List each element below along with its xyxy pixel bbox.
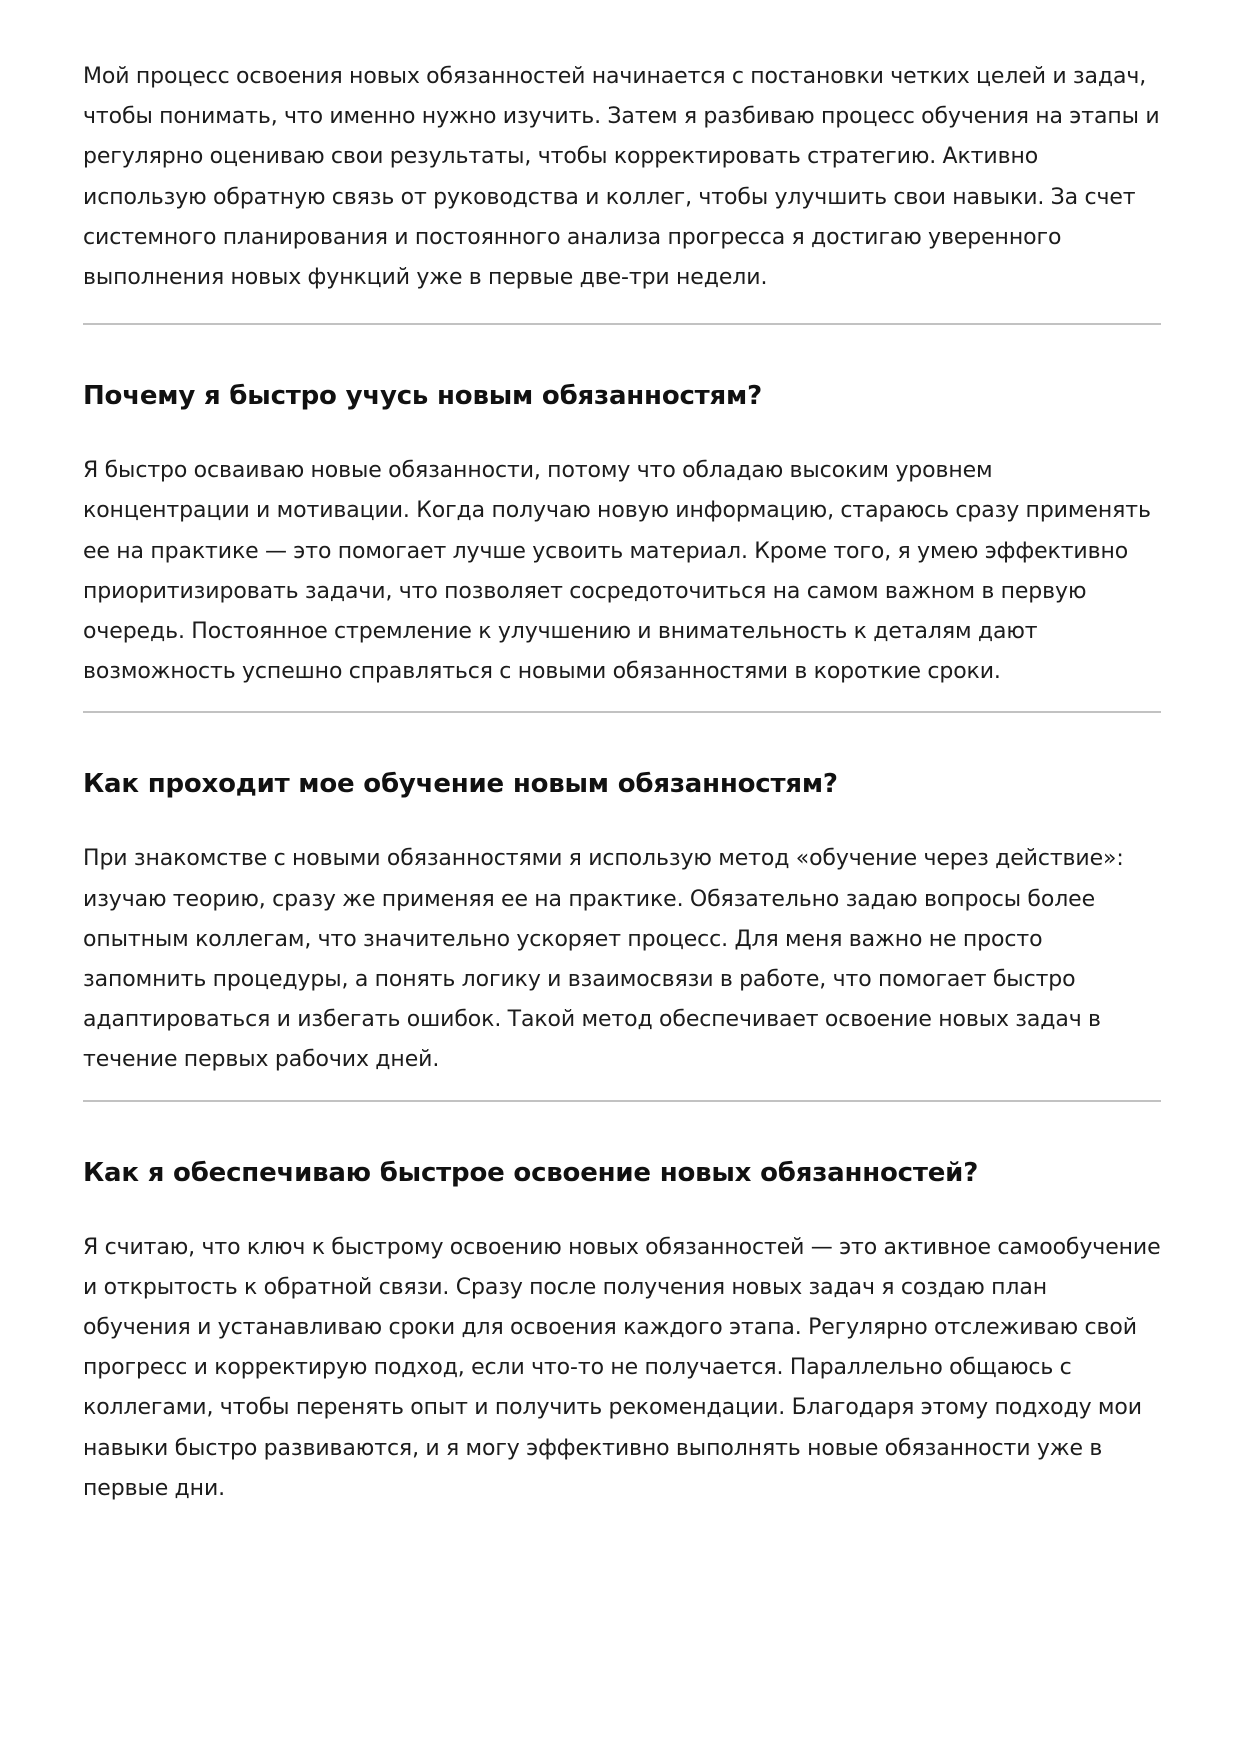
section-heading-fast-learning: Почему я быстро учусь новым обязанностям? [83,381,762,412]
section-divider [83,323,1161,325]
section-paragraph-learning-process: При знакомстве с новыми обязанностями я использую метод «обучение через действие»: изучаю теорию, сразу же применяя ее на практике. Обязательно задаю вопросы более опытным коллегам, что значительно ускоряет процесс. Для меня важно не просто запомнить процедуры, а понять логику и взаимосвязи в работе, что помогает быстро адаптироваться и избегать ошибок. Такой метод обеспечивает освоение новых задач в течение первых рабочих дней. [83,846,1124,1073]
intro-block [83,57,1161,298]
intro-paragraph: Мой процесс освоения новых обязанностей начинается с постановки четких целей и задач, чтобы понимать, что именно нужно изучить. Затем я разбиваю процесс обучения на этапы и регулярно оцениваю свои результаты, чтобы корректировать стратегию. Активно использую обратную связь от руководства и коллег, чтобы улучшить свои навыки. За счет системного планирования и постоянного анализа прогресса я достигаю уверенного выполнения новых функций уже в первые две-три недели. [83,64,1160,291]
section-divider [83,711,1161,713]
section-heading-learning-process: Как проходит мое обучение новым обязанностям? [83,769,838,800]
section-heading-ensuring-mastery: Как я обеспечиваю быстрое освоение новых обязанностей? [83,1157,979,1188]
section-paragraph-ensuring-mastery: Я считаю, что ключ к быстрому освоению новых обязанностей — это активное самообучение и открытость к обратной связи. Сразу после получения новых задач я создаю план обучения и устанавливаю сроки для освоения каждого этапа. Регулярно отслеживаю свой прогресс и корректирую подход, если что-то не получается. Параллельно общаюсь с коллегами, чтобы перенять опыт и получить рекомендации. Благодаря этому подходу мои навыки быстро развиваются, и я могу эффективно выполнять новые обязанности уже в первые дни. [83,1234,1161,1501]
section-paragraph-fast-learning: Я быстро осваиваю новые обязанности, потому что обладаю высоким уровнем концентрации и мотивации. Когда получаю новую информацию, стараюсь сразу применять ее на практике — это помогает лучше усвоить материал. Кроме того, я умею эффективно приоритизировать задачи, что позволяет сосредоточиться на самом важном в первую очередь. Постоянное стремление к улучшению и внимательность к деталям дают возможность успешно справляться с новыми обязанностями в короткие сроки. [83,458,1151,685]
section-divider [83,1100,1161,1102]
